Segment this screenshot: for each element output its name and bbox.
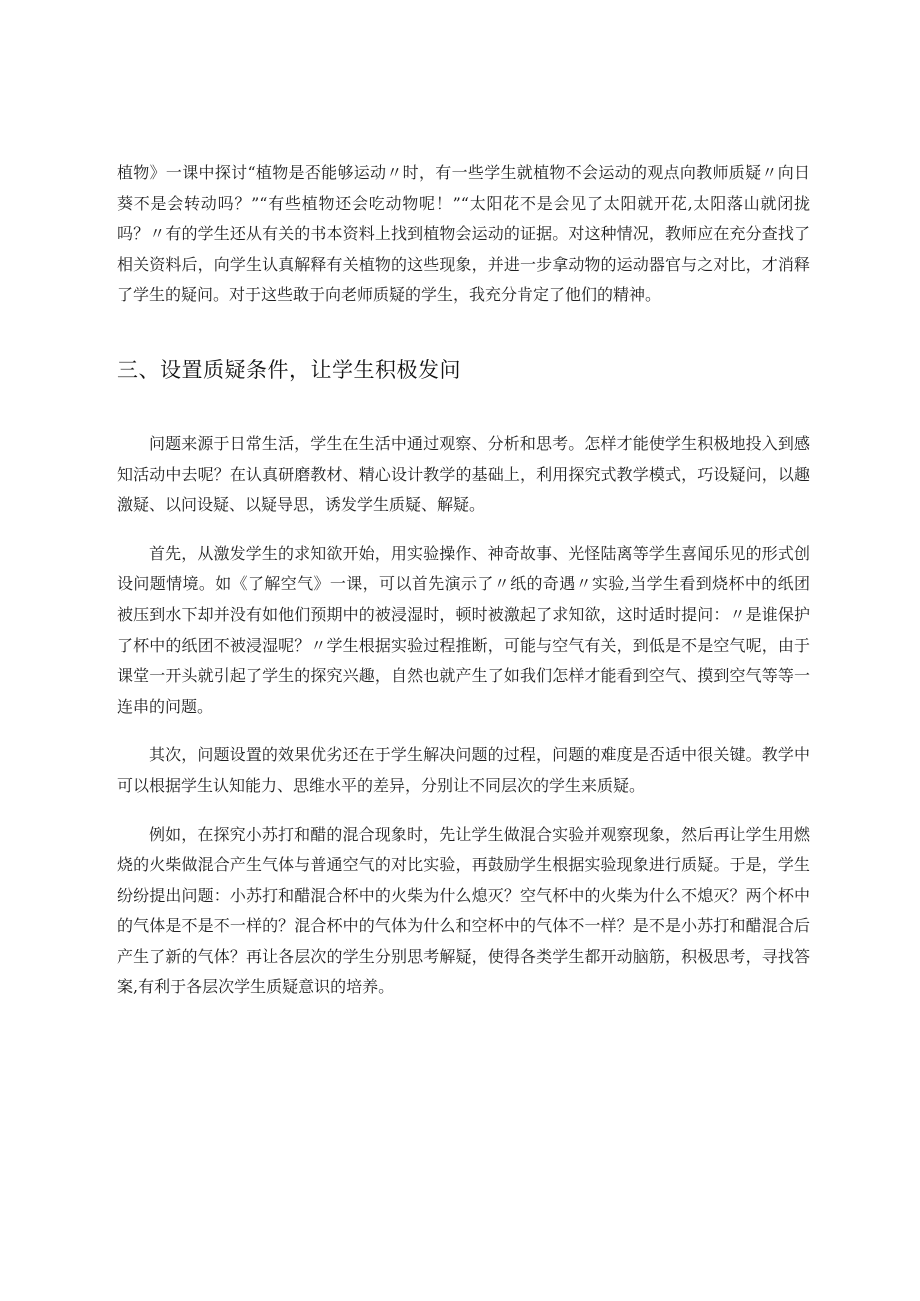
document-body bbox=[117, 158, 810, 1003]
paragraph: 例如，在探究小苏打和醋的混合现象时，先让学生做混合实验并观察现象，然后再让学生用燃烧的火柴做混合产生气体与普通空气的对比实验，再鼓励学生根据实验现象进行质疑。于是，学生纷纷提出问题：小苏打和醋混合杯中的火柴为什么熄灭？空气杯中的火柴为什么不熄灭？两个杯中的气体是不是不一样的？混合杯中的气体为什么和空杯中的气体不一样？是不是小苏打和醋混合后产生了新的气体？再让各层次的学生分别思考解疑，使得各类学生都开动脑筋，积极思考，寻找答案,有利于各层次学生质疑意识的培养。 bbox=[117, 824, 810, 997]
section-heading: 三、设置质疑条件，让学生积极发问 bbox=[117, 357, 461, 382]
paragraph-continuation: 植物》一课中探讨“植物是否能够运动〃时，有一些学生就植物不会运动的观点向教师质疑〃向日葵不是会转动吗？”“有些植物还会吃动物呢！”“太阳花不是会见了太阳就开花,太阳落山就闭拢吗？〃有的学生还从有关的书本资料上找到植物会运动的证据。对这种情况，教师应在充分查找了相关资料后，向学生认真解释有关植物的这些现象，并进一步拿动物的运动器官与之对比，才消释了学生的疑问。对于这些敢于向老师质疑的学生，我充分肯定了他们的精神。 bbox=[117, 163, 810, 305]
paragraph: 首先，从激发学生的求知欲开始，用实验操作、神奇故事、光怪陆离等学生喜闻乐见的形式创设问题情境。如《了解空气》一课，可以首先演示了〃纸的奇遇〃实验,当学生看到烧杯中的纸团被压到水下却并没有如他们预期中的被浸湿时，顿时被激起了求知欲，这时适时提问：〃是谁保护了杯中的纸团不被浸湿呢？〃学生根据实验过程推断，可能与空气有关，到低是不是空气呢，由于课堂一开头就引起了学生的探究兴趣，自然也就产生了如我们怎样才能看到空气、摸到空气等等一连串的问题。 bbox=[117, 543, 810, 716]
paragraph: 问题来源于日常生活，学生在生活中通过观察、分析和思考。怎样才能使学生积极地投入到感知活动中去呢？在认真研磨教材、精心设计教学的基础上，利用探究式教学模式，巧设疑问，以趣激疑、以问设疑、以疑导思，诱发学生质疑、解疑。 bbox=[117, 433, 810, 515]
paragraph: 其次，问题设置的效果优劣还在于学生解决问题的过程，问题的难度是否适中很关键。教学中可以根据学生认知能力、思维水平的差异，分别让不同层次的学生来质疑。 bbox=[117, 745, 810, 795]
